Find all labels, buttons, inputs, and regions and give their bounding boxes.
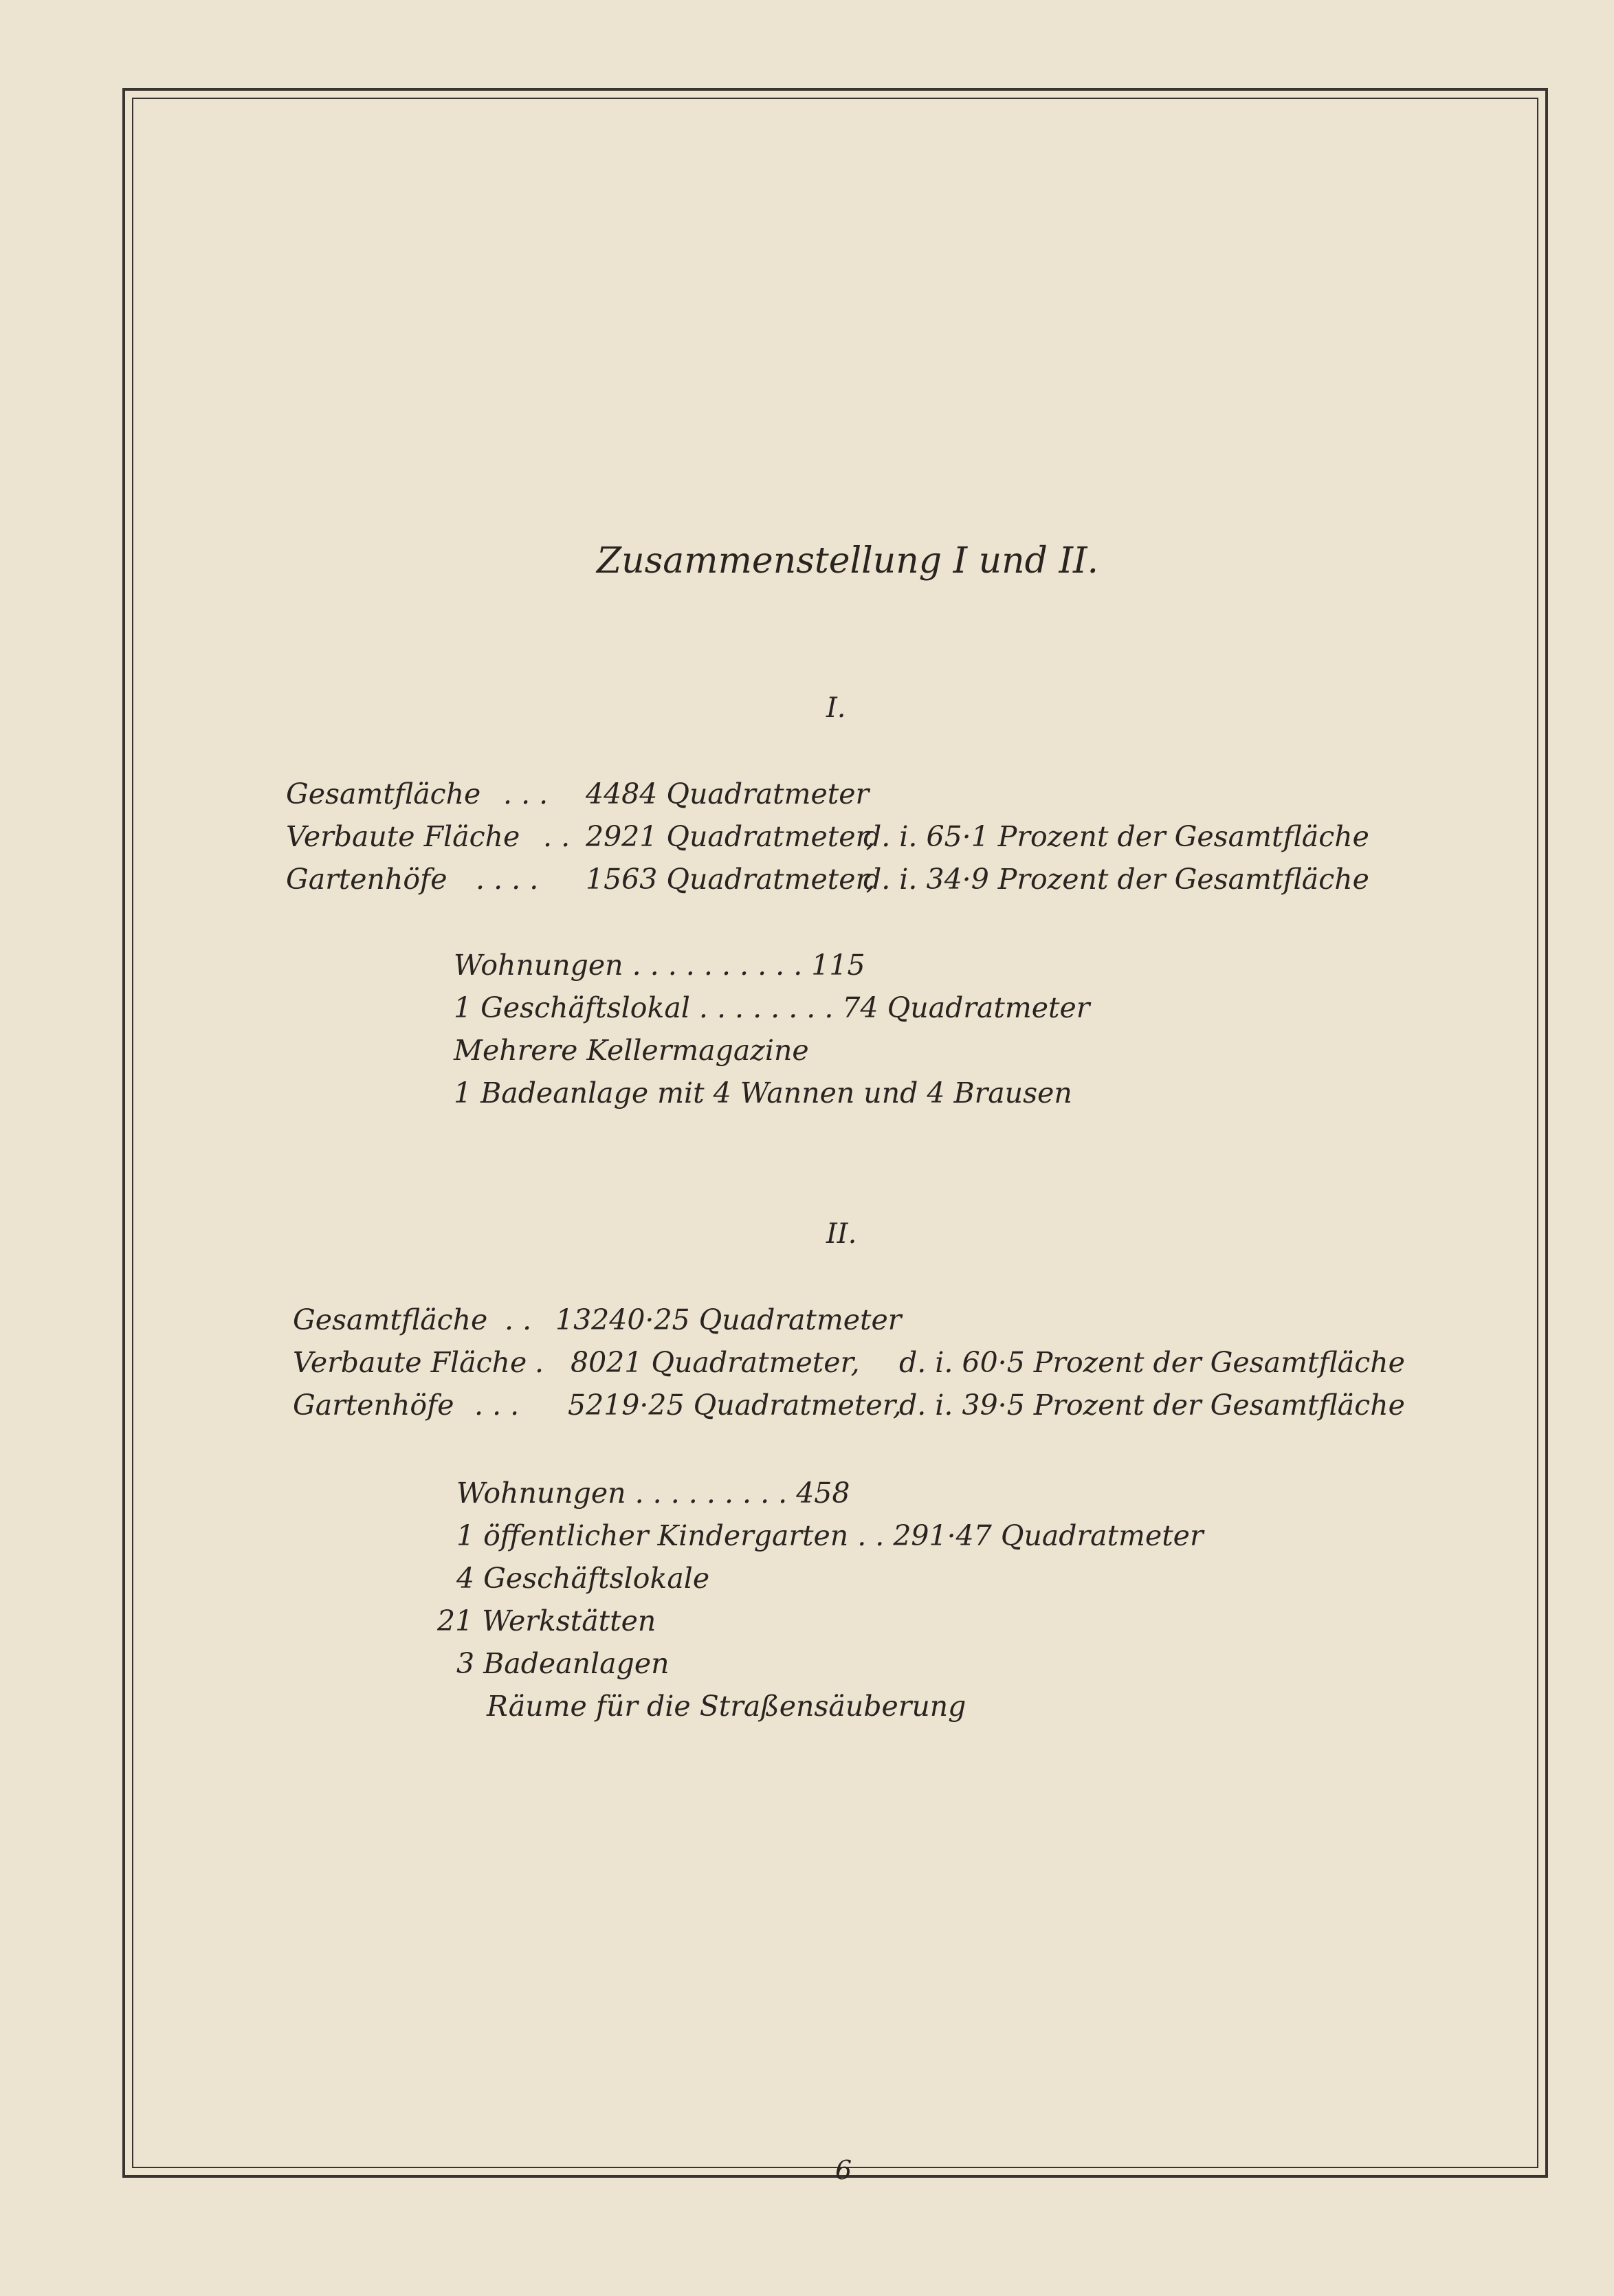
page-frame-inner [132,98,1538,2168]
facility-row: 1 Geschäftslokal . . . . . . . . 74 Quadratmeter [454,991,1090,1024]
area-label: Gartenhöfe [286,863,447,896]
area-note: d. i. 39·5 Prozent der Gesamtfläche [899,1389,1405,1422]
facility-row: 3 Badeanlagen [456,1647,670,1680]
facility-row: Räume für die Straßensäuberung [487,1690,966,1723]
area-value: 5219·25 Quadratmeter, [568,1389,902,1422]
leader-dots: . . . [503,777,549,810]
page-number: 6 [835,2155,852,2185]
leader-dots: . . . [474,1389,520,1422]
facility-row: 21 Werkstätten [437,1604,656,1637]
section-one-numeral: I. [826,692,846,724]
area-note: d. i. 34·9 Prozent der Gesamtfläche [863,863,1369,896]
area-value: 1563 Quadratmeter, [586,863,875,896]
section-two-numeral: II. [826,1218,857,1250]
facility-row: Wohnungen . . . . . . . . . 458 [456,1477,850,1510]
facility-row: Mehrere Kellermagazine [454,1034,809,1067]
area-label: Verbaute Fläche [286,820,520,853]
area-label: Gesamtfläche [286,777,481,810]
area-value: 4484 Quadratmeter [586,777,870,810]
page-title: Zusammenstellung I und II. [597,540,1099,582]
area-value: 2921 Quadratmeter, [586,820,875,853]
facility-row: 1 Badeanlage mit 4 Wannen und 4 Brausen [454,1077,1072,1110]
leader-dots: . . . . [476,863,539,896]
facility-row: 1 öffentlicher Kindergarten . . 291·47 Quadratmeter [456,1519,1204,1552]
area-value: 13240·25 Quadratmeter [555,1303,902,1336]
facility-row: 4 Geschäftslokale [456,1562,710,1595]
area-note: d. i. 65·1 Prozent der Gesamtfläche [863,820,1369,853]
leader-dots: . [535,1346,544,1379]
leader-dots: . . [505,1303,532,1336]
area-value: 8021 Quadratmeter, [571,1346,860,1379]
area-note: d. i. 60·5 Prozent der Gesamtfläche [899,1346,1405,1379]
area-label: Gartenhöfe [293,1389,454,1422]
area-label: Gesamtfläche [293,1303,488,1336]
facility-row: Wohnungen . . . . . . . . . . 115 [454,949,865,982]
leader-dots: . . [543,820,571,853]
area-label: Verbaute Fläche [293,1346,527,1379]
